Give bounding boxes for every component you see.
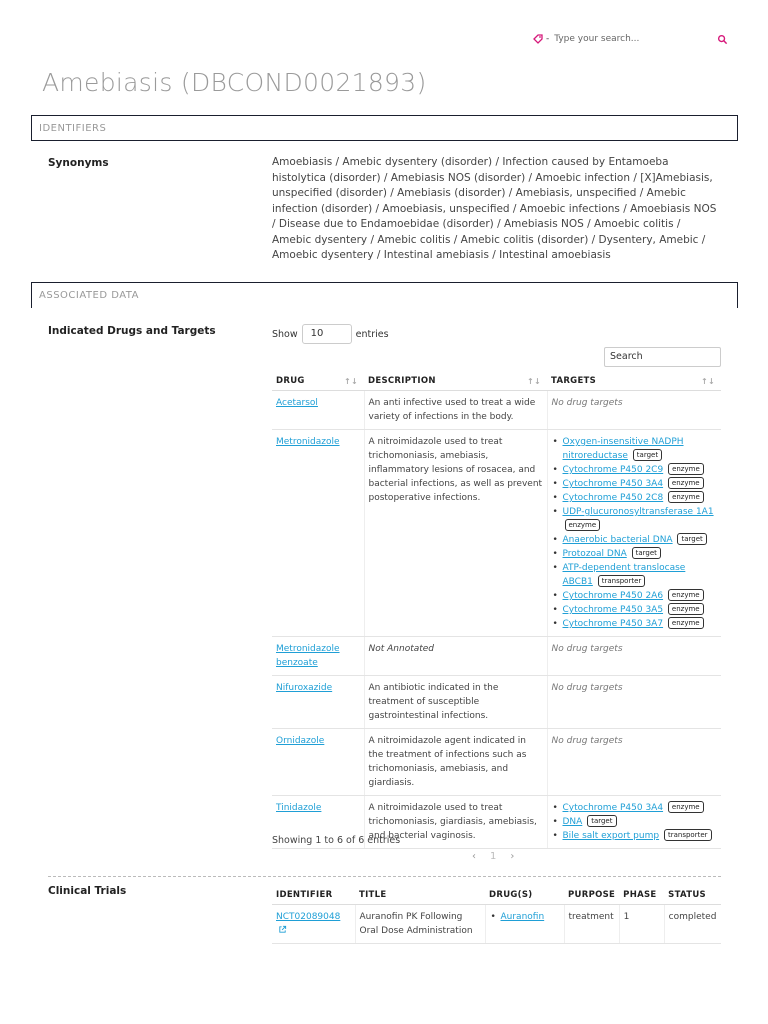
targets-cell [547,391,721,430]
target-link[interactable]: Anaerobic bacterial DNA [562,535,673,545]
table-row [272,676,721,729]
identifier-cell [272,905,355,944]
sort-icon: ↑↓ [526,377,541,386]
target-type-badge: transporter [598,575,646,587]
table-info: Showing 1 to 6 of 6 entries [272,835,401,846]
show-entries-control [272,324,389,344]
section-title: IDENTIFIERS [39,123,107,134]
no-targets-text: No drug targets [551,683,623,693]
site-search [532,30,728,48]
description-cell: Not Annotated [364,637,547,676]
drug-cell [272,637,364,676]
no-targets-text: No drug targets [551,398,623,408]
target-link[interactable]: ATP-dependent translocase ABCB1 [562,563,686,587]
entries-label: entries [355,328,389,340]
description-cell: A nitroimidazole used to treat trichomoniasis, amebiasis, inflammatory lesions of rosacea, and bacterial infections, as well as prevent postoperative infections. [364,430,547,637]
no-targets-text: No drug targets [551,644,623,654]
list-item [490,910,560,924]
target-type-badge: target [633,449,662,461]
targets-cell [547,430,721,637]
targets-cell [547,637,721,676]
drug-link[interactable]: Tinidazole [276,803,322,813]
table-row [272,729,721,796]
target-link[interactable]: Cytochrome P450 3A4 [562,479,664,489]
external-link-icon[interactable] [278,925,287,934]
phase-cell: 1 [619,905,664,944]
target-link[interactable]: DNA [562,817,583,827]
list-item [552,561,718,589]
title-cell: Auranofin PK Following Oral Dose Administration [355,905,485,944]
target-link[interactable]: Oxygen-insensitive NADPH nitroreductase [562,437,684,461]
list-item [552,477,718,491]
description-cell: An anti infective used to treat a wide variety of infections in the body. [364,391,547,430]
description-cell: A nitroimidazole agent indicated in the treatment of infections such as trichomoniasis, amebiasis, and giardiasis. [364,729,547,796]
target-type-badge: enzyme [668,477,704,489]
column-header-targets[interactable]: TARGETS ↑↓ [547,370,721,391]
drug-link[interactable]: Acetarsol [276,398,318,408]
table-row [272,637,721,676]
target-type-badge: enzyme [565,519,601,531]
list-item [552,463,718,477]
targets-cell [547,676,721,729]
target-type-badge: target [632,547,661,559]
drugs-list [490,910,560,924]
target-type-badge: transporter [664,829,712,841]
target-type-badge: enzyme [668,491,704,503]
table-header-row [272,370,721,391]
drug-cell [272,391,364,430]
synonyms-text: Amoebiasis / Amebic dysentery (disorder) / Infection caused by Entamoeba histolytica (disorder) / Amebiasis NOS (disorder) / Amoebic infection / [X]Amebiasis, unspecified (disorder) / Amebiasis (disorder) / Amebiasis, unspecified / Amebic infection (disorder) / Amoebiasis, unspecified / Amoebic infections / Amoebiasis NOS / Disease due to Endamoebidae (disorder) / Amebiasis NOS / Amoebic colitis / Amebic dysentery / Amebic colitis / Amebic colitis (disorder) / Dysentery, Amebic / Amoebic dysentery / Intestinal amebiasis / Intestinal amoebiasis [272,156,717,261]
search-icon[interactable] [717,34,728,45]
dropdown-caret[interactable]: - [546,34,550,44]
target-link[interactable]: Cytochrome P450 2A6 [562,591,664,601]
sort-icon: ↑↓ [343,377,358,386]
target-type-badge: enzyme [668,463,704,475]
indicated-drugs-label: Indicated Drugs and Targets [48,325,216,337]
status-cell: completed [664,905,721,944]
list-item [552,815,718,829]
targets-list [552,801,718,843]
next-page-button[interactable]: › [510,851,515,862]
list-item [552,589,718,603]
table-search-input[interactable]: Search [604,347,721,367]
target-type-badge: target [587,815,616,827]
column-header-status[interactable]: STATUS [664,884,721,905]
drug-link[interactable]: Ornidazole [276,736,325,746]
description-cell: An antibiotic indicated in the treatment of susceptible gastrointestinal infections. [364,676,547,729]
target-link[interactable]: Protozoal DNA [562,549,627,559]
target-type-badge: enzyme [668,617,704,629]
list-item [552,533,718,547]
list-item [552,435,718,463]
clinical-trials-label: Clinical Trials [48,885,127,897]
list-item [552,547,718,561]
page-button[interactable]: 1 [490,851,497,862]
table-row [272,905,721,944]
column-header-identifier[interactable]: IDENTIFIER [272,884,355,905]
target-link[interactable]: Bile salt export pump [562,831,660,841]
target-link[interactable]: Cytochrome P450 2C8 [562,493,664,503]
column-header-title[interactable]: TITLE [355,884,485,905]
target-link[interactable]: Cytochrome P450 2C9 [562,465,664,475]
prev-page-button[interactable]: ‹ [472,851,476,862]
page-title: Amebiasis (DBCOND0021893) [42,68,427,97]
targets-list [552,435,718,631]
target-link[interactable]: Cytochrome P450 3A5 [562,605,664,615]
list-item [552,491,718,505]
associated-data-section-header [31,282,738,308]
drug-cell [272,430,364,637]
column-header-drugs[interactable]: DRUG(S) [485,884,564,905]
target-link[interactable]: Cytochrome P450 3A4 [562,803,664,813]
pagination [472,851,514,862]
no-targets-text: No drug targets [551,736,623,746]
list-item [552,617,718,631]
drug-cell [272,676,364,729]
entries-select[interactable]: 10 [302,324,352,344]
target-type-badge: target [677,533,706,545]
tag-icon[interactable] [532,33,544,45]
list-item [552,801,718,815]
purpose-cell: treatment [564,905,619,944]
show-label: Show [272,328,298,340]
target-link[interactable]: UDP-glucuronosyltransferase 1A1 [562,507,714,517]
list-item [552,505,718,533]
drug-cell [272,729,364,796]
target-type-badge: enzyme [668,603,704,615]
drug-link[interactable]: Metronidazole benzoate [276,644,340,668]
drug-link[interactable]: Auranofin [500,912,545,922]
clinical-trials-table [272,884,721,944]
targets-cell [547,729,721,796]
description-cell: A nitroimidazole used to treat trichomoniasis, giardiasis, amebiasis, and bacterial vaginosis. [364,796,547,849]
column-header-phase[interactable]: PHASE [619,884,664,905]
column-header-purpose[interactable]: PURPOSE [564,884,619,905]
sort-icon: ↑↓ [700,377,715,386]
trial-id-link[interactable]: NCT02089048 [276,912,341,922]
targets-cell [547,796,721,849]
list-item [552,603,718,617]
section-title: ASSOCIATED DATA [39,290,139,301]
indicated-drugs-table [272,370,721,849]
drug-link[interactable]: Nifuroxazide [276,683,333,693]
column-header-description[interactable]: DESCRIPTION ↑↓ [364,370,547,391]
synonyms-label: Synonyms [48,157,109,169]
target-type-badge: enzyme [668,589,704,601]
identifiers-section-header [31,115,738,141]
column-header-drug[interactable]: DRUG ↑↓ [272,370,364,391]
table-row [272,430,721,637]
target-link[interactable]: Cytochrome P450 3A7 [562,619,664,629]
drugs-cell [485,905,564,944]
table-header-row [272,884,721,905]
target-type-badge: enzyme [668,801,704,813]
drug-link[interactable]: Metronidazole [276,437,340,447]
divider [48,876,721,877]
table-row [272,391,721,430]
search-input[interactable] [554,34,714,44]
list-item [552,829,718,843]
